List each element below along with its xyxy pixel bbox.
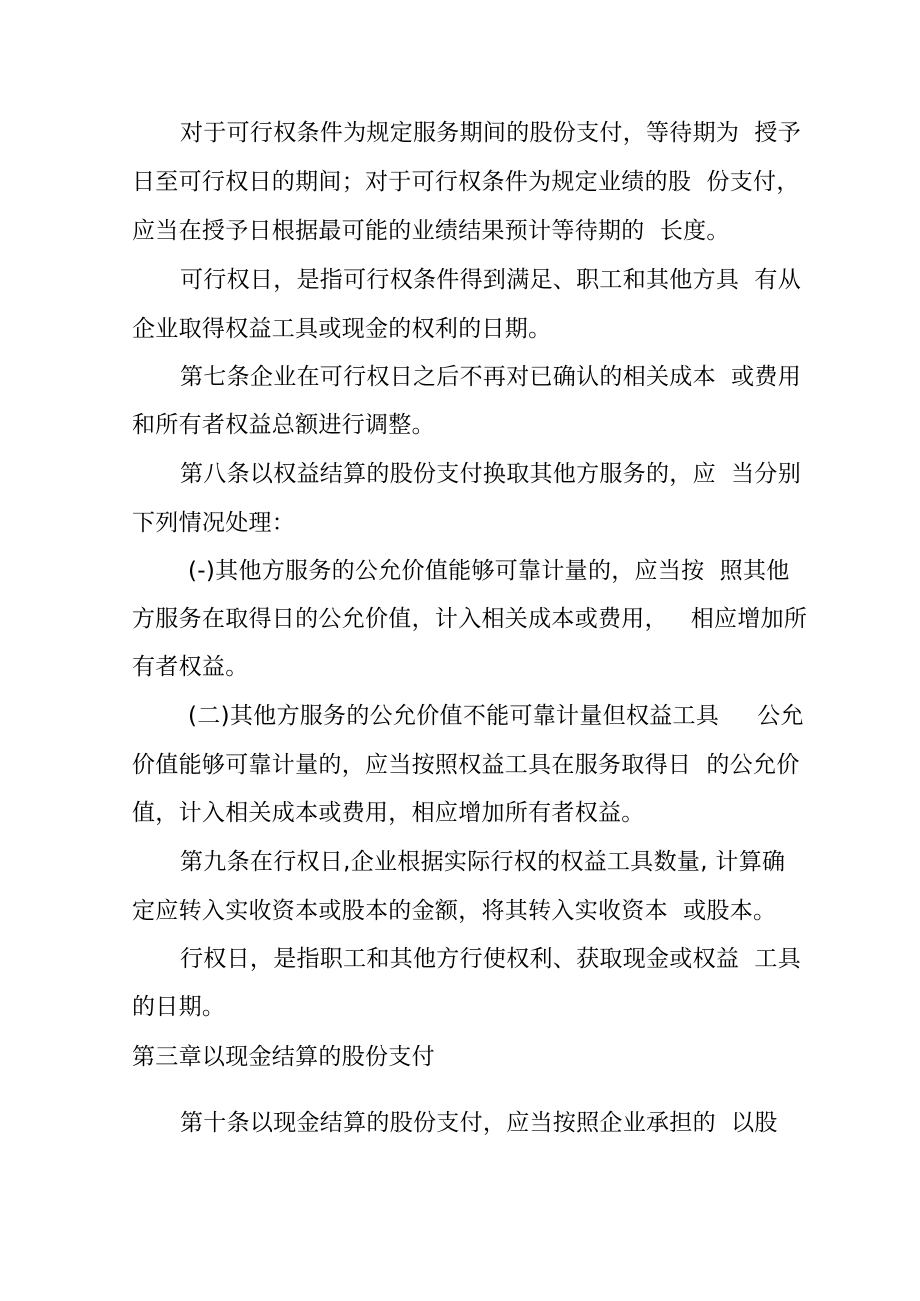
paragraph-line: 第八条以权益结算的股份支付换取其他方服务的，应 当分别 [180, 461, 802, 487]
paragraph-line: 第九条在行权日,企业根据实际行权的权益工具数量, 计算确 [180, 849, 786, 875]
paragraph-line: 第七条企业在可行权日之后不再对已确认的相关成本 或费用 [180, 364, 802, 390]
paragraph-line: 行权日，是指职工和其他方行使权利、获取现金或权益 工具 [180, 946, 802, 972]
paragraph-line: 应当在授予日根据最可能的业绩结果预计等待期的 长度。 [132, 218, 730, 244]
paragraph-line: 第十条以现金结算的股份支付，应当按照企业承担的 以股 [180, 1110, 778, 1136]
paragraph-line: (-)其他方服务的公允价值能够可靠计量的，应当按 照其他 [188, 558, 790, 584]
paragraph-line: 有者权益。 [132, 654, 249, 680]
paragraph-line: 方服务在取得日的公允价值，计入相关成本或费用， 相应增加所 [132, 606, 808, 632]
paragraph-line: 企业取得权益工具或现金的权利的日期。 [132, 316, 552, 342]
paragraph-line: 值，计入相关成本或费用，相应增加所有者权益。 [132, 800, 645, 826]
paragraph-line: 和所有者权益总额进行调整。 [132, 412, 435, 438]
chapter-heading: 第三章以现金结算的股份支付 [132, 1044, 435, 1070]
paragraph-line: 日至可行权日的期间；对于可行权条件为规定业绩的股 份支付， [132, 169, 800, 195]
paragraph-line: 可行权日，是指可行权条件得到满足、职工和其他方具 有从 [180, 267, 802, 293]
paragraph-line: 对于可行权条件为规定服务期间的股份支付，等待期为 授予 [180, 120, 802, 146]
paragraph-line: 的日期。 [132, 994, 226, 1020]
paragraph-line: 定应转入实收资本或股本的金额，将其转入实收资本 或股本。 [132, 898, 777, 924]
paragraph-line: (二)其他方服务的公允价值不能可靠计量但权益工具 公允 [188, 703, 804, 729]
paragraph-line: 价值能够可靠计量的，应当按照权益工具在服务取得日 的公允价 [132, 752, 800, 778]
paragraph-line: 下列情况处理： [132, 510, 296, 536]
